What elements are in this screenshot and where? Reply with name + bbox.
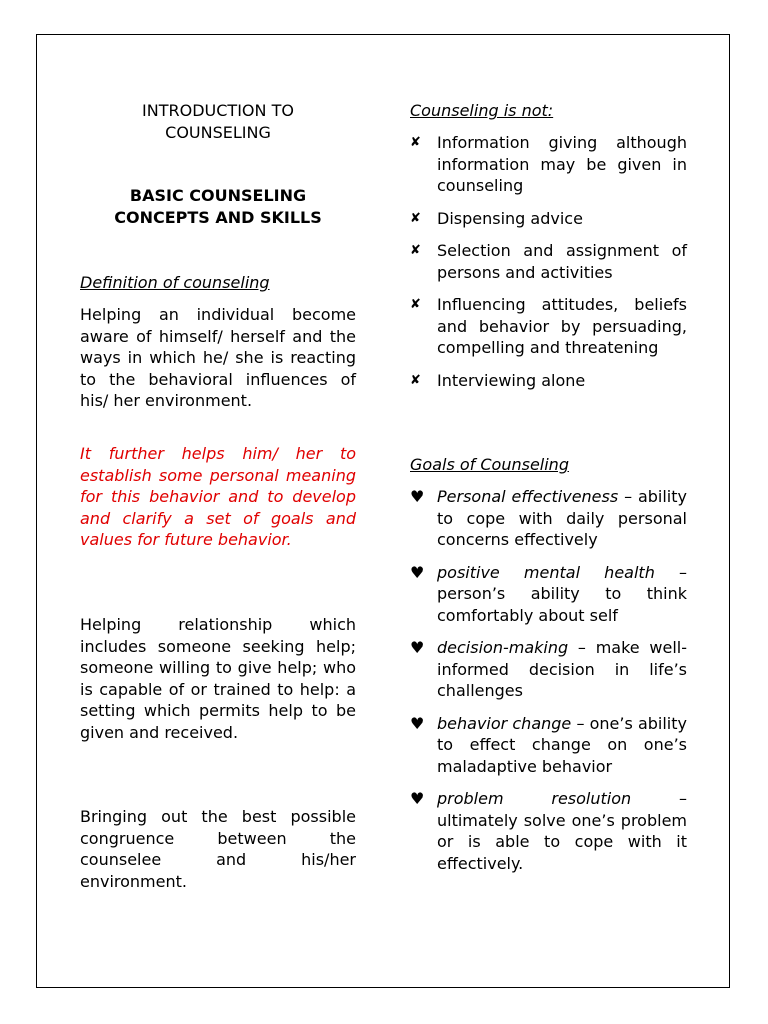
congruence-paragraph: Bringing out the best possible congruence between the counselee and his/her environment.	[80, 807, 356, 891]
counseling-is-not-list	[410, 132, 687, 391]
helping-relationship-paragraph: Helping relationship which includes someone seeking help; someone willing to give help; who is capable of or trained to help: a setting which permits help to be given and received.	[80, 615, 356, 742]
list-item: ♥ problem resolution – ultimately solve one’s problem or is able to cope with it effectively.	[410, 789, 687, 873]
list-item: ♥ behavior change – one’s ability to effect change on one’s maladaptive behavior	[410, 713, 687, 776]
title-line: INTRODUCTION TO	[142, 101, 294, 120]
list-item: ✘ Influencing attitudes, beliefs and behavior by persuading, compelling and threatening	[410, 295, 687, 357]
definition-paragraph: Helping an individual become aware of himself/ herself and the ways in which he/ she is reacting to the behavioral influences of his/ her environment.	[80, 305, 356, 410]
document-title	[80, 100, 356, 144]
document-subtitle	[80, 185, 356, 229]
subtitle-line: CONCEPTS AND SKILLS	[114, 208, 322, 227]
cross-icon: ✘	[410, 210, 421, 226]
list-item: ✘ Information giving although information may be given in counseling	[410, 133, 687, 195]
cross-icon: ✘	[410, 297, 421, 312]
list-item: ♥ decision-making – make well-informed decision in life’s challenges	[410, 638, 687, 700]
heart-icon: ♥	[410, 638, 425, 657]
heart-icon: ♥	[410, 562, 425, 582]
list-item: ♥ positive mental health – person’s ability to think comfortably about self	[410, 562, 687, 625]
list-item: ♥ Personal effectiveness – ability to cope with daily personal concerns effectively	[410, 487, 687, 549]
definition-highlight-paragraph: It further helps him/ her to establish some personal meaning for this behavior and to develop and clarify a set of goals and values for future behavior.	[80, 444, 356, 549]
list-item: ✘ Selection and assignment of persons and activities	[410, 241, 687, 282]
heart-icon: ♥	[410, 713, 425, 733]
heart-icon: ♥	[410, 789, 425, 808]
subtitle-line: BASIC COUNSELING	[129, 186, 307, 205]
counseling-is-not-heading: Counseling is not:	[410, 101, 554, 120]
goals-heading: Goals of Counseling	[410, 455, 569, 474]
definition-heading: Definition of counseling	[80, 273, 270, 292]
heart-icon: ♥	[410, 487, 425, 506]
cross-icon: ✘	[410, 372, 421, 388]
list-item: ✘ Interviewing alone	[410, 370, 586, 390]
cross-icon: ✘	[410, 135, 421, 150]
cross-icon: ✘	[410, 243, 421, 258]
title-line: COUNSELING	[165, 123, 271, 142]
goals-list	[410, 486, 687, 874]
list-item: ✘ Dispensing advice	[410, 208, 583, 228]
